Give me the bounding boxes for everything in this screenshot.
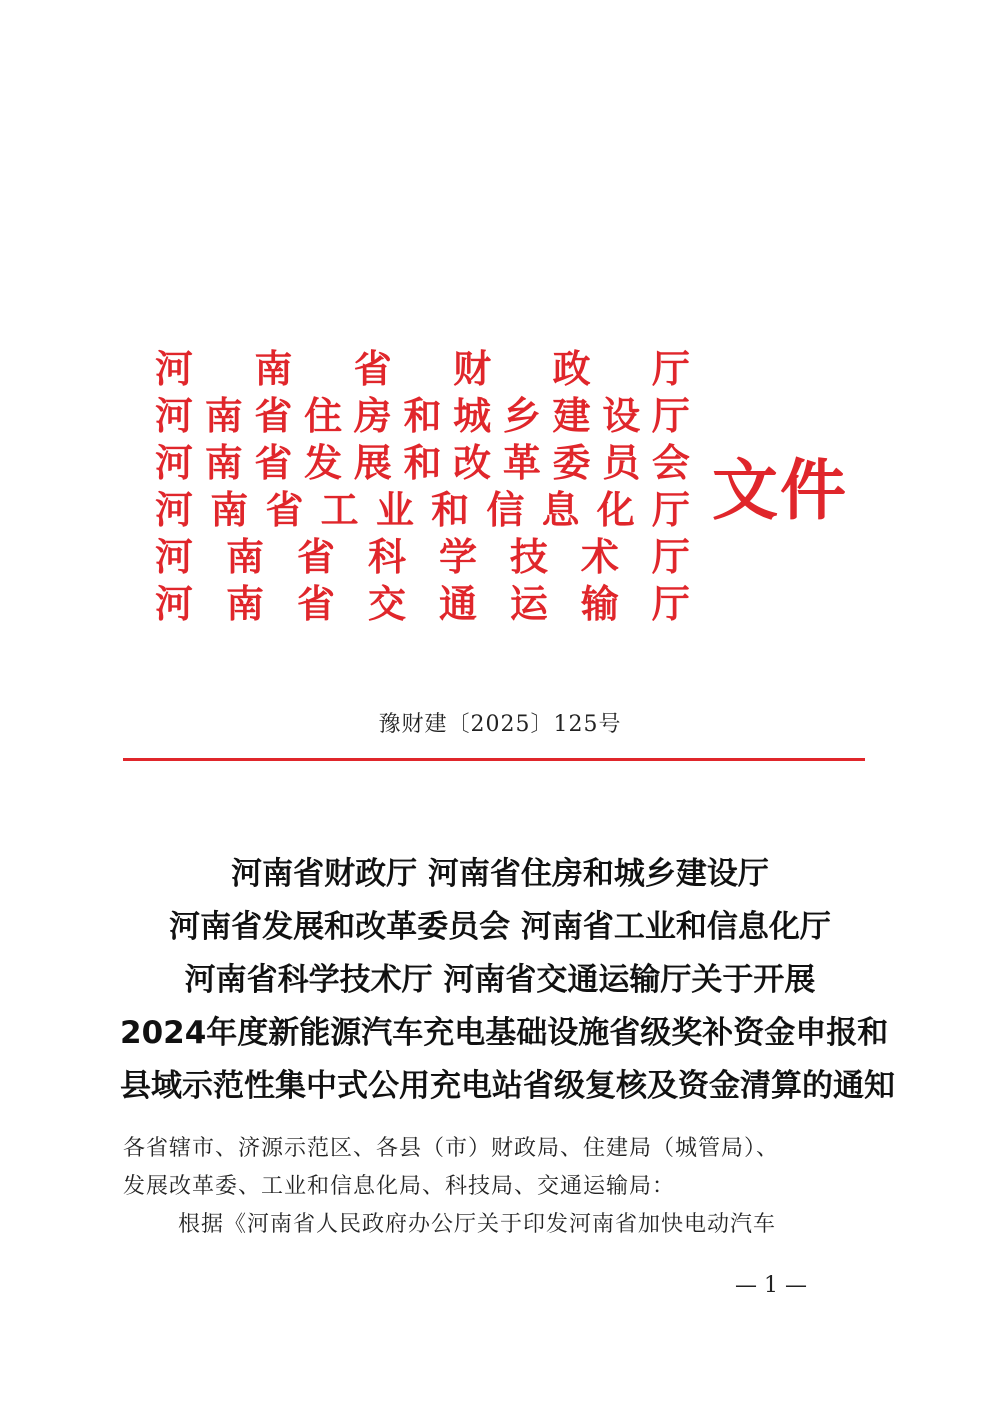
- document-body: [123, 1130, 868, 1244]
- issuer-char: 设: [602, 393, 641, 438]
- title-line: 县域示范性集中式公用充电站省级复核及资金清算的通知: [120, 1068, 895, 1104]
- issuer-char: 和: [403, 393, 442, 438]
- issuer-char: 南: [225, 581, 264, 626]
- document-type-label: 文件: [712, 451, 848, 529]
- issuer-char: 乡: [502, 393, 541, 438]
- issuer-char: 省: [265, 487, 304, 532]
- issuer-char: 河: [155, 346, 194, 391]
- issuer-char: 厅: [651, 346, 690, 391]
- title-line: 河南省财政厅 河南省住房和城乡建设厅: [231, 856, 769, 892]
- issuer-line: [155, 580, 690, 627]
- issuing-authorities: [155, 345, 690, 627]
- issuer-char: 南: [210, 487, 249, 532]
- issuer-line: [155, 392, 690, 439]
- issuer-char: 厅: [651, 487, 690, 532]
- issuer-char: 省: [254, 440, 293, 485]
- title-line: 2024年度新能源汽车充电基础设施省级奖补资金申报和: [120, 1015, 889, 1051]
- issuer-char: 省: [296, 534, 335, 579]
- title-line: 河南省发展和改革委员会 河南省工业和信息化厅: [169, 909, 831, 945]
- recipients-line: 发展改革委、工业和信息化局、科技局、交通运输局：: [123, 1174, 676, 1199]
- body-paragraph: 根据《河南省人民政府办公厅关于印发河南省加快电动汽车: [178, 1212, 777, 1237]
- document-number: 豫财建〔2025〕125号: [378, 712, 622, 737]
- issuer-char: 建: [552, 393, 591, 438]
- issuer-char: 政: [552, 346, 591, 391]
- issuer-char: 城: [453, 393, 492, 438]
- issuer-char: 改: [453, 440, 492, 485]
- issuer-line: [155, 439, 690, 486]
- issuer-char: 输: [580, 581, 619, 626]
- issuer-char: 展: [353, 440, 392, 485]
- issuer-char: 和: [431, 487, 470, 532]
- issuer-char: 交: [367, 581, 406, 626]
- issuer-char: 财: [453, 346, 492, 391]
- issuer-char: 河: [155, 581, 194, 626]
- issuer-char: 住: [304, 393, 343, 438]
- issuer-line: [155, 486, 690, 533]
- issuer-char: 科: [367, 534, 406, 579]
- page-number: — 1 —: [735, 1273, 807, 1298]
- issuer-char: 南: [225, 534, 264, 579]
- red-divider: [123, 758, 865, 761]
- issuer-char: 发: [304, 440, 343, 485]
- recipients-line: 各省辖市、济源示范区、各县（市）财政局、住建局（城管局）、: [123, 1136, 780, 1161]
- issuer-char: 革: [502, 440, 541, 485]
- issuer-char: 厅: [651, 581, 690, 626]
- issuer-char: 南: [254, 346, 293, 391]
- issuer-char: 河: [155, 440, 194, 485]
- issuer-char: 会: [651, 440, 690, 485]
- issuer-char: 学: [438, 534, 477, 579]
- issuer-char: 省: [254, 393, 293, 438]
- issuer-line: [155, 345, 690, 392]
- issuer-char: 河: [155, 393, 194, 438]
- issuer-char: 员: [602, 440, 641, 485]
- issuer-char: 术: [580, 534, 619, 579]
- issuer-char: 通: [438, 581, 477, 626]
- issuer-char: 南: [204, 393, 243, 438]
- issuer-char: 信: [486, 487, 525, 532]
- issuer-char: 南: [204, 440, 243, 485]
- issuer-char: 运: [509, 581, 548, 626]
- issuer-char: 河: [155, 534, 194, 579]
- title-line: 河南省科学技术厅 河南省交通运输厅关于开展: [184, 962, 816, 998]
- issuer-char: 工: [320, 487, 359, 532]
- issuer-char: 业: [375, 487, 414, 532]
- issuer-char: 省: [353, 346, 392, 391]
- issuer-char: 息: [541, 487, 580, 532]
- issuer-char: 技: [509, 534, 548, 579]
- issuer-char: 河: [155, 487, 194, 532]
- issuer-char: 房: [353, 393, 392, 438]
- document-title: [120, 848, 895, 1113]
- issuer-char: 委: [552, 440, 591, 485]
- issuer-char: 厅: [651, 534, 690, 579]
- issuer-char: 厅: [651, 393, 690, 438]
- issuer-char: 和: [403, 440, 442, 485]
- issuer-char: 省: [296, 581, 335, 626]
- issuer-line: [155, 533, 690, 580]
- issuer-char: 化: [596, 487, 635, 532]
